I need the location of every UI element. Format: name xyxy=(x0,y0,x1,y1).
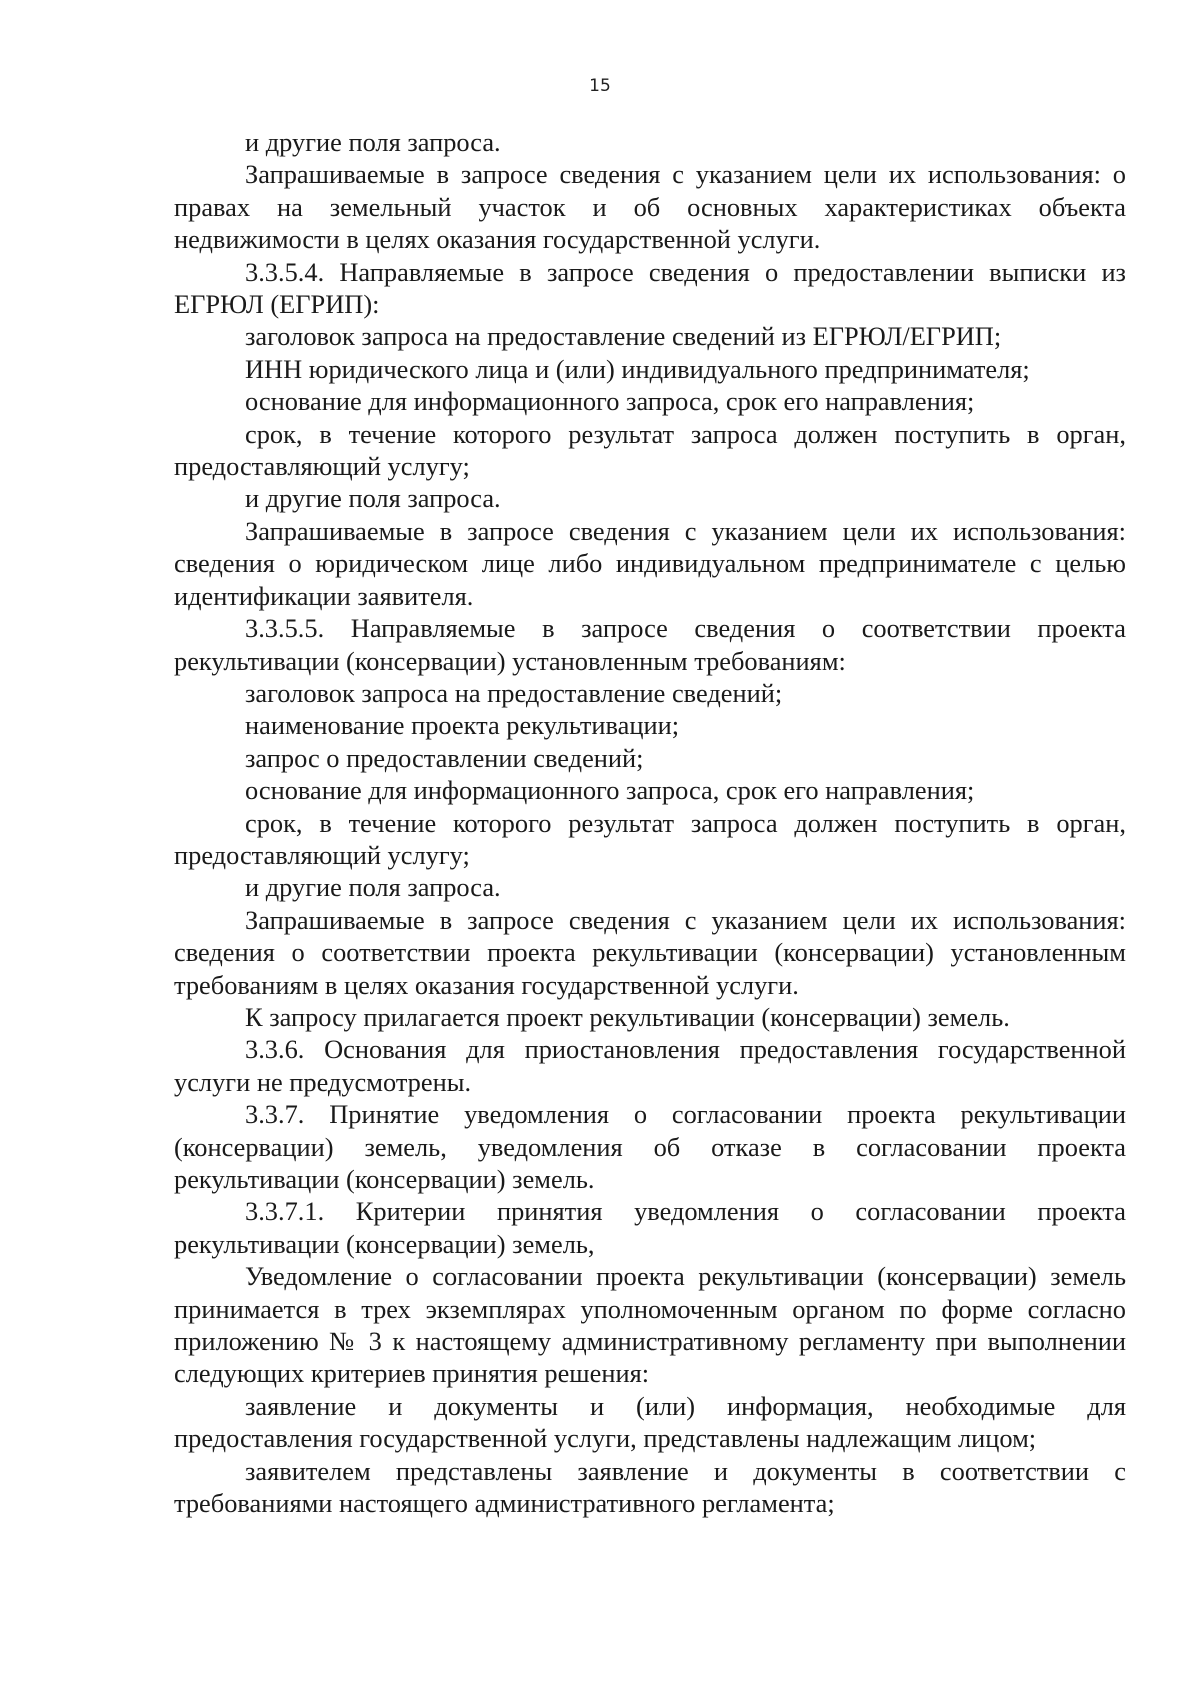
paragraph: 3.3.7. Принятие уведомления о согласовании проекта рекультивации (консервации) земель, уведомления об отказе в согласовании проекта рекультивации (консервации) земель. xyxy=(174,1099,1126,1194)
paragraph: К запросу прилагается проект рекультивации (консервации) земель. xyxy=(245,1001,1010,1032)
paragraph: заголовок запроса на предоставление сведений из ЕГРЮЛ/ЕГРИП; xyxy=(245,321,1002,352)
paragraph: срок, в течение которого результат запроса должен поступить в орган, предоставляющий услугу; xyxy=(174,418,1126,482)
paragraph: запрос о предоставлении сведений; xyxy=(245,742,644,773)
paragraph: ИНН юридического лица и (или) индивидуального предпринимателя; xyxy=(245,353,1030,384)
paragraph: Уведомление о согласовании проекта рекультивации (консервации) земель принимается в трех экземплярах уполномоченным органом по форме согласно приложению № 3 к настоящему административному регламенту при выполнении следующих критериев принятия решения: xyxy=(174,1261,1126,1389)
paragraph: основание для информационного запроса, срок его направления; xyxy=(245,386,975,417)
paragraph: заявление и документы и (или) информация, необходимые для предоставления государственной услуги, представлены надлежащим лицом; xyxy=(174,1390,1126,1454)
paragraph: Запрашиваемые в запросе сведения с указанием цели их использования: о правах на земельный участок и об основных характеристиках объекта недвижимости в целях оказания государственной услуги. xyxy=(174,159,1126,255)
document-body xyxy=(174,126,1126,1519)
paragraph: и другие поля запроса. xyxy=(245,483,501,514)
paragraph: основание для информационного запроса, срок его направления; xyxy=(245,775,975,806)
paragraph: заголовок запроса на предоставление сведений; xyxy=(245,677,783,708)
paragraph: 3.3.5.4. Направляемые в запросе сведения о предоставлении выписки из ЕГРЮЛ (ЕГРИП): xyxy=(174,256,1126,320)
paragraph: наименование проекта рекультивации; xyxy=(245,710,680,741)
paragraph: заявителем представлены заявление и документы в соответствии с требованиями настоящего административного регламента; xyxy=(174,1455,1126,1519)
paragraph: 3.3.6. Основания для приостановления предоставления государственной услуги не предусмотрены. xyxy=(174,1034,1126,1097)
page-number: 15 xyxy=(589,76,611,96)
paragraph: и другие поля запроса. xyxy=(245,872,501,903)
paragraph: Запрашиваемые в запросе сведения с указанием цели их использования: сведения о соответствии проекта рекультивации (консервации) установленным требованиям в целях оказания государственной услуги. xyxy=(174,904,1126,1000)
paragraph: 3.3.7.1. Критерии принятия уведомления о согласовании проекта рекультивации (консервации) земель, xyxy=(174,1196,1126,1259)
paragraph: срок, в течение которого результат запроса должен поступить в орган, предоставляющий услугу; xyxy=(174,807,1126,870)
paragraph: Запрашиваемые в запросе сведения с указанием цели их использования: сведения о юридическом лице либо индивидуальном предпринимателе с целью идентификации заявителя. xyxy=(174,515,1126,611)
paragraph: 3.3.5.5. Направляемые в запросе сведения о соответствии проекта рекультивации (консервации) установленным требованиям: xyxy=(174,613,1126,676)
paragraph: и другие поля запроса. xyxy=(245,127,501,157)
